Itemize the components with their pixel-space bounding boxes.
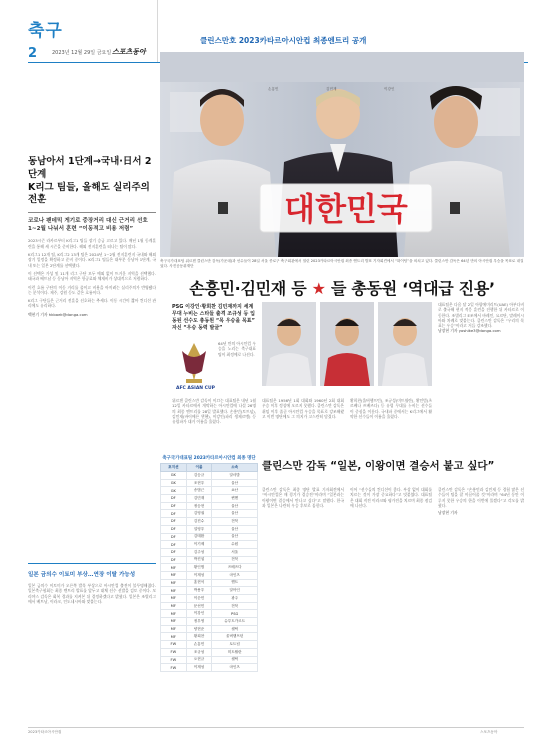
roster-club: 마인츠 [212, 571, 258, 579]
roster-club: 뮌헨 [212, 495, 258, 503]
roster-row [161, 610, 258, 618]
lower-body-b: 이어 “선수들의 컨디션이 좋다. 부상 없이 대회를 치르는 것이 가장 중요하다”고 덧붙였다. 대표팀은 대회 직전 이라크와 평가전을 치르며 최종 점검에 나선다. [350, 487, 432, 508]
roster-player: 이재성 [186, 664, 212, 672]
roster-table [160, 463, 258, 672]
roster-position: FW [161, 648, 187, 656]
left-headline-line2: K리그 팀들, 올해도 실리주의 전훈 [28, 181, 150, 206]
paper-logo: 스포츠동아 [112, 48, 146, 56]
roster-player: 황인범 [186, 564, 212, 572]
lower-body-c-wrap [438, 487, 524, 515]
roster-row [161, 571, 258, 579]
roster-club: 전북 [212, 556, 258, 564]
left-headline [28, 156, 156, 207]
lower-headline: 클린스만 감독 “일본, 이왕이면 결승서 붙고 싶다” [262, 460, 495, 472]
roster-position: FW [161, 641, 187, 649]
roster-body [161, 472, 258, 672]
roster-player: 김태환 [186, 533, 212, 541]
roster-row [161, 525, 258, 533]
roster-club: 마인츠 [212, 664, 258, 672]
roster-player: 손흥민 [186, 641, 212, 649]
roster-club: 슈투트가르트 [212, 618, 258, 626]
roster-row [161, 548, 258, 556]
roster-position: MF [161, 587, 187, 595]
roster-club: 울산 [212, 533, 258, 541]
section-title: 축구 [28, 21, 63, 41]
player-name: 손흥민 [268, 87, 279, 91]
main-body-e-wrap [438, 302, 524, 334]
left-story [28, 156, 156, 317]
roster-player: 김승규 [186, 472, 212, 480]
issue-date: 2023년 12월 29일 금요일 [52, 50, 112, 56]
roster-position: MF [161, 633, 187, 641]
roster-position: MF [161, 618, 187, 626]
roster-player: 김민재 [186, 495, 212, 503]
main-body-b: 위르겐 클린스만 감독이 이끄는 대표팀은 내년 1월 12일 카타르에서 개막하는 아시안컵에 나설 26명의 최종 엔트리를 28일 발표했다. 손흥민(토트넘), 김민재(바이에른 뮌헨), 이강인(파리 생제르맹) 등 유럽파가 대거 이름을 올렸다. [172, 398, 256, 425]
roster-position: DF [161, 502, 187, 510]
roster-row [161, 656, 258, 664]
roster-player: 이순민 [186, 595, 212, 603]
roster-position: DF [161, 518, 187, 526]
roster-position: GK [161, 472, 187, 480]
roster-header: 소속 [212, 464, 258, 472]
roster-position: DF [161, 556, 187, 564]
left-brief-headline: 일본 금의수 이토미 부상…연장 이탈 가능성 [28, 572, 136, 578]
team-photo-illustration [160, 52, 524, 257]
roster-club: 알샤밥 [212, 472, 258, 480]
roster-position: DF [161, 495, 187, 503]
roster-club: 셀틱 [212, 625, 258, 633]
footer-rule [28, 727, 524, 728]
roster-club: 울산 [212, 510, 258, 518]
left-byline: 백현기 기자 hkbaek@donga.com [28, 311, 88, 317]
roster-row [161, 618, 258, 626]
star-icon: ★ [311, 279, 326, 298]
main-body-e: 대표팀은 다음 달 2일 아랍에미리트(UAE) 아부다비로 출국해 현지 적응 훈련을 진행한 뒤 카타르로 이동한다. 조별리그 E조에서 바레인, 요르단, 말레이시아와 차례로 맞붙는다. 클린스만 감독은 “우리의 목표는 우승”이라고 거듭 강조했다. [438, 302, 524, 329]
roster-player: 오현규 [186, 656, 212, 664]
roster-row [161, 625, 258, 633]
roster-club: 전북 [212, 518, 258, 526]
player-headshots [262, 302, 432, 386]
roster-position: GK [161, 479, 187, 487]
roster-position: FW [161, 664, 187, 672]
roster-club: 헨트 [212, 579, 258, 587]
roster-player: 송범근 [186, 487, 212, 495]
main-headline [160, 276, 524, 299]
roster-club: 울산 [212, 502, 258, 510]
roster-row [161, 502, 258, 510]
roster-position: MF [161, 579, 187, 587]
section-box [0, 0, 158, 62]
roster-player: 정우영 [186, 618, 212, 626]
caption-text: 축구국가대표팀 위르겐 클린스만 감독(가운데)과 선수들이 28일 서울 종로구 축구회관에서 열린 2023카타르아시안컵 최종 엔트리 발표 기자회견에서 “화이팅”을 외치고 있다. 클린스만 감독은 64년 만의 아시안컵 우승을 목표로 내걸었다. [160, 259, 524, 268]
roster-row [161, 479, 258, 487]
roster-player: 김주성 [186, 548, 212, 556]
roster-row [161, 595, 258, 603]
roster-row [161, 541, 258, 549]
roster-position: DF [161, 510, 187, 518]
roster-player: 설영우 [186, 525, 212, 533]
footer-right: 스포츠동아 [480, 730, 498, 734]
roster-row [161, 579, 258, 587]
roster-position: MF [161, 625, 187, 633]
left-subhead-line1: 코로나 팬데믹 게기로 중장거리 대신 근거리 선호 [28, 218, 148, 225]
roster-list [160, 455, 258, 725]
roster-row [161, 564, 258, 572]
afc-label: AFC ASIAN CUP [176, 386, 215, 391]
player-name: 김민재 [326, 87, 337, 91]
roster-player: 양현준 [186, 625, 212, 633]
left-paragraph: 이 선택은 가성 및 11개 리그 구단 모두 예외 없이 뜨거운 지역을 선택했다. 태국과 베트남 등 동남아 지역은 항공료와 체재비가 상대적으로 저렴하다. [28, 270, 156, 282]
roster-player: 이기제 [186, 541, 212, 549]
footer-left: 2023카타르아시안컵 [28, 730, 62, 734]
main-byline: 남장현 기자 yoshike3@donga.com [438, 328, 501, 334]
left-paragraph: K리그1 12개 팀, K리그2 13개 팀은 2024년 1~2월 전지훈련지 국내와 해외 장기 일정을 확정하고 준비 중이다. K리그1 팀들은 대부분 동남아 1단계, 국내 또는 일본 2단계를 선택했다. [28, 252, 156, 268]
left-headline-line1: 동남아서 1단계→국내·日서 2단계 [28, 156, 152, 180]
roster-row [161, 587, 258, 595]
roster-position: DF [161, 533, 187, 541]
roster-row [161, 602, 258, 610]
roster-row [161, 510, 258, 518]
roster-player: 조규성 [186, 648, 212, 656]
roster-position: DF [161, 525, 187, 533]
roster-player: 홍현석 [186, 579, 212, 587]
roster-position: DF [161, 541, 187, 549]
left-paragraph: K리그 구단들은 근거리 전훈을 선호하는 추세다. 이동 시간이 짧아 컨디션 관리에도 유리하다. [28, 298, 156, 309]
roster-position: MF [161, 571, 187, 579]
left-subhead-line2: 1~2월 나눠서 훈련 “이동적고 비용 저렴” [28, 226, 134, 233]
roster-row [161, 487, 258, 495]
main-kicker: PSG 이강인·황희찬 김민재까지 세계 무대 누비는 스타들 출격 조규성 등 입동된 선수도 총동원 “목 우승을 목표” 자신 “우승 동력 발굴” [172, 304, 255, 331]
left-paragraph: 2023시즌 라카르부터 K리그1 팀들 장기 승급 고르고 있다. 매년 1월 동계훈련을 통해 새 시즌을 준비한다. 해외 전지훈련을 떠나는 팀이 많다. [28, 238, 156, 249]
roster-club: 토트넘 [212, 641, 258, 649]
roster-player: 김진수 [186, 518, 212, 526]
roster-player: 이강인 [186, 610, 212, 618]
roster-header: 이름 [186, 464, 212, 472]
roster-club: 즈베즈다 [212, 564, 258, 572]
roster-row [161, 533, 258, 541]
roster-position: MF [161, 595, 187, 603]
left-headline-rule [28, 212, 156, 213]
main-body-d: 황희찬(울버햄프턴), 조규성(미트윌란), 황인범(츠르베나 즈베즈다) 등 유럽 무대를 누비는 선수들이 중심을 이룬다. 국내파 중에서는 K리그에서 활약한 선수들이 이름을 올렸다. [350, 398, 432, 419]
roster-row [161, 495, 258, 503]
lower-body-a: 클린스만 감독은 최종 명단 발표 기자회견에서 “아시안컵은 매 경기가 결승전”이라며 “일본과는 이왕이면 결승에서 만나고 싶다”고 말했다. 한국과 일본은 나란히 우승 후보로 꼽힌다. [262, 487, 344, 508]
roster-position: MF [161, 602, 187, 610]
left-brief-box [28, 563, 156, 604]
roster-player: 박진섭 [186, 556, 212, 564]
roster-club: 광주 [212, 595, 258, 603]
roster-position: GK [161, 487, 187, 495]
roster-player: 김영권 [186, 510, 212, 518]
roster-title: 축구국가대표팀 2023카타르아시안컵 최종 명단 [162, 456, 256, 461]
lower-byline: 남장현 기자 [438, 510, 458, 516]
roster-row [161, 641, 258, 649]
lower-body-c: 클린스만 감독은 “손흥민과 김민재 등 경험 많은 선수들이 팀을 잘 이끌어줄 것”이라며 “64년 동안 이루지 못한 우승의 한을 이번에 풀겠다”고 각오를 밝혔다. [438, 487, 524, 508]
player-photos [262, 302, 432, 386]
roster-row [161, 664, 258, 672]
roster-player: 박용우 [186, 587, 212, 595]
roster-row [161, 648, 258, 656]
roster-row [161, 518, 258, 526]
photo-caption [160, 259, 524, 269]
roster-club: 울산 [212, 525, 258, 533]
roster-club: 전북 [212, 602, 258, 610]
page-number: 2 [28, 46, 38, 61]
roster-position: MF [161, 610, 187, 618]
top-title: 클린스만호 2023카타르아시안컵 최종엔트리 공개 [200, 36, 367, 45]
roster-position: DF [161, 548, 187, 556]
left-paragraph: 이런 흐름 구단의 이동 거리를 줄이고 비용을 아끼려는 실리주의가 반영됐다는 분석이다. 제주, 강원 등도 같은 흐름이다. [28, 284, 156, 295]
player-name: 이강인 [384, 87, 395, 91]
roster-header: 포지션 [161, 464, 187, 472]
roster-position: MF [161, 564, 187, 572]
banner-text: 대한민국 [284, 190, 408, 228]
roster-player: 황희찬 [186, 633, 212, 641]
photo-credit: 사진공동취재단 [169, 264, 194, 268]
left-body [28, 238, 156, 317]
main-body-c: 대표팀은 1956년 1회 대회와 1960년 2회 대회 우승 이후 정상에 오르지 못했다. 클린스만 감독은 취임 이후 줄곧 아시안컵 우승을 목표로 강조해왔고 이번 명단에도 그 의지가 고스란히 담겼다. [262, 398, 344, 419]
roster-club: PSG [212, 610, 258, 618]
roster-club: 수원 [212, 541, 258, 549]
team-photo [160, 52, 524, 257]
main-headline-part-a: 손흥민·김민재 등 [189, 279, 307, 298]
main-headline-part-b: 들 총동원 ‘역대급 진용’ [330, 279, 495, 298]
roster-row [161, 472, 258, 480]
roster-player: 문선민 [186, 602, 212, 610]
roster-player: 조현우 [186, 479, 212, 487]
roster-row [161, 556, 258, 564]
roster-club: 울버햄프턴 [212, 633, 258, 641]
roster-club: 서울 [212, 548, 258, 556]
top-title-bar [160, 35, 550, 49]
roster-header-row [161, 464, 258, 472]
roster-club: 미트윌란 [212, 648, 258, 656]
roster-club: 쇼난 [212, 487, 258, 495]
roster-player: 이재성 [186, 571, 212, 579]
left-subhead [28, 217, 156, 233]
roster-club: 셀틱 [212, 656, 258, 664]
roster-player: 정승현 [186, 502, 212, 510]
roster-row [161, 633, 258, 641]
left-brief-body: 일본 금의수 이토미가 오른쪽 발목 부상으로 아시안컵 출전이 불투명해졌다. 일본축구협회는 최종 엔트리 발표를 앞두고 대체 선수 선발을 검토 중이다. 모리야스 감독은 회복 경과를 지켜본 뒤 결정하겠다고 밝혔다. 일본은 조별리그에서 베트남, 이라크, 인도네시아와 맞붙는다. [28, 583, 156, 604]
main-body-a: 64년 만의 아시안컵 우승을 노리는 축구대표팀이 최정예로 나선다. [218, 341, 256, 357]
roster-club: 알아인 [212, 587, 258, 595]
roster-position: FW [161, 656, 187, 664]
roster-club: 울산 [212, 479, 258, 487]
